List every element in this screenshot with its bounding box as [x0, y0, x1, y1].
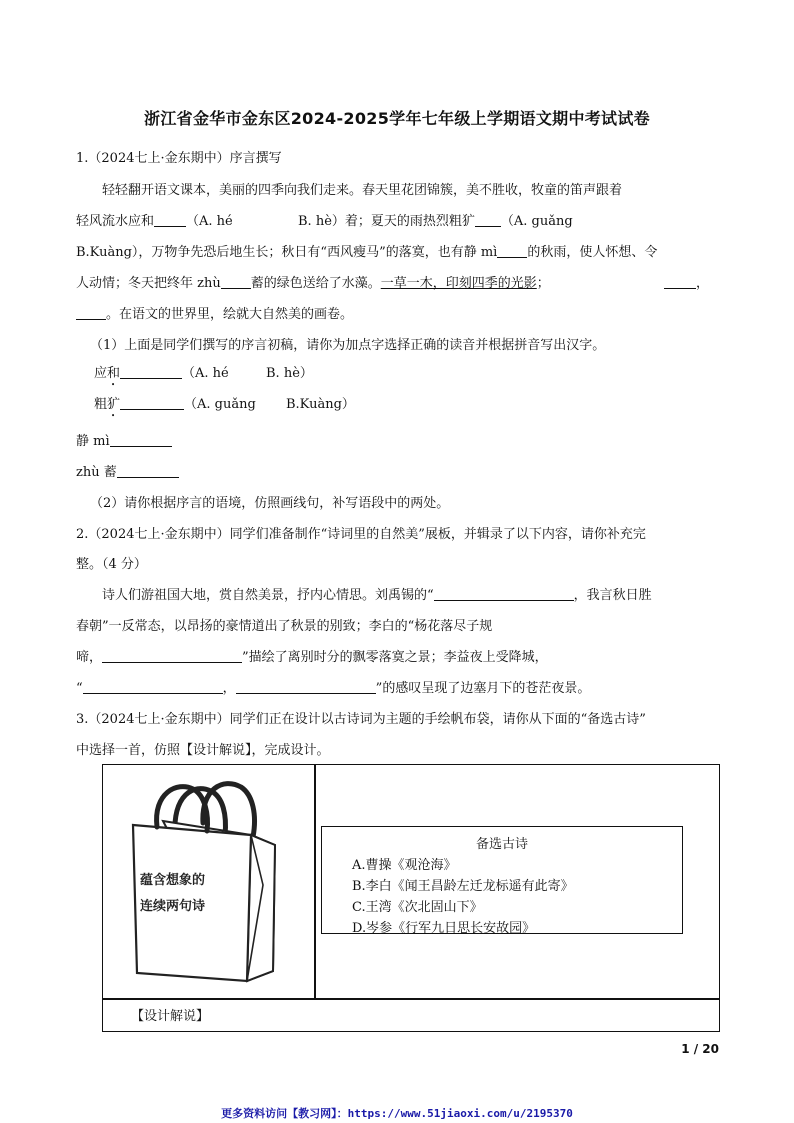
- poem-option-b[interactable]: B.李白《闻王昌龄左迁龙标遥有此寄》: [352, 879, 574, 894]
- exam-title: 浙江省金华市金东区2024-2025学年七年级上学期语文期中考试试卷: [144, 109, 650, 128]
- q1-answer-1: 应和 （A. hé: [94, 366, 229, 381]
- design-explanation-label: 【设计解说】: [131, 1009, 210, 1024]
- q2-line3: 啼， ”描绘了离别时分的飘零落寞之景；李益夜上受降城，: [76, 650, 548, 665]
- answer-blank[interactable]: [110, 432, 172, 447]
- q1-para-line4: 人动情；冬天把终年 zhù 蓄的绿色送给了水藻。一草一木，印刻四季的光影；: [76, 276, 550, 291]
- poems-header: 备选古诗: [475, 837, 528, 852]
- blank[interactable]: [76, 305, 106, 320]
- answer-blank[interactable]: [120, 395, 184, 410]
- answer-blank[interactable]: [102, 648, 242, 663]
- blank[interactable]: [154, 212, 186, 227]
- q2-header-line1: 2.（2024七上·金东期中）同学们准备制作“诗词里的自然美”展板，并辑录了以下内容，请你补充完: [76, 527, 646, 542]
- q1-para-line2: 轻风流水应和 （A. hé: [76, 214, 233, 229]
- q1-sub1: （1）上面是同学们撰写的序言初稿，请你为加点字选择正确的读音并根据拼音写出汉字。: [90, 338, 606, 353]
- q1-answer-2-b: B.Kuàng）: [286, 397, 355, 412]
- q3-header-line2: 中选择一首，仿照【设计解说】，完成设计。: [76, 743, 330, 758]
- q1-para-line3: B.Kuàng），万物争先恐后地生长；秋日有“西风瘦马”的落寞，也有静 mì 的秋雨，使人怀想、令: [76, 245, 658, 260]
- q1-header: 1.（2024七上·金东期中）序言撰写: [76, 151, 282, 166]
- q1-para-line2-b: B. hè）着；夏天的雨热烈粗犷 （A. guǎng: [298, 214, 573, 229]
- answer-blank[interactable]: [434, 586, 574, 601]
- blank[interactable]: [497, 243, 527, 258]
- table-divider-vertical: [314, 765, 316, 999]
- answer-blank[interactable]: [120, 364, 182, 379]
- q1-answer-1-b: B. hè）: [266, 366, 313, 381]
- poem-option-c[interactable]: C.王湾《次北固山下》: [352, 900, 483, 915]
- footer-link[interactable]: 更多资料访问【教习网】：https://www.51jiaoxi.com/u/2195370: [221, 1107, 573, 1120]
- table-divider-horizontal: [103, 998, 719, 1000]
- q2-line2: 春朝”一反常态，以昂扬的豪情道出了秋景的别致；李白的“杨花落尽子规: [76, 619, 493, 634]
- q1-answer-2: 粗犷 （A. guǎng: [94, 397, 256, 412]
- q1-answer-3: 静 mì: [76, 430, 172, 449]
- poem-option-a[interactable]: A.曹操《观沧海》: [352, 858, 457, 873]
- q1-para-line5: 。在语文的世界里，绘就大自然美的画卷。: [76, 303, 353, 322]
- candidate-poems-box: [321, 826, 683, 934]
- bag-text: 蕴含想象的 连续两句诗: [140, 873, 206, 914]
- poem-option-d[interactable]: D.岑参《行军九日思长安故园》: [352, 921, 536, 936]
- q2-line1: 诗人们游祖国大地，赏自然美景，抒内心情思。刘禹锡的“ ，我言秋日胜: [102, 588, 652, 603]
- answer-blank[interactable]: [83, 679, 223, 694]
- blank[interactable]: [664, 274, 696, 289]
- answer-blank[interactable]: [117, 463, 179, 478]
- blank[interactable]: [475, 212, 501, 227]
- q1-para-line4-end: ，: [664, 272, 709, 291]
- underlined-sentence: 一草一木，印刻四季的光影: [380, 276, 537, 291]
- q2-header-line2: 整。（4 分）: [76, 557, 147, 572]
- q1-answer-4: zhù 蓄: [76, 461, 179, 480]
- answer-blank[interactable]: [236, 679, 376, 694]
- q1-para-line1: 轻轻翻开语文课本，美丽的四季向我们走来。春天里花团锦簇，美不胜收，牧童的笛声跟着: [102, 183, 623, 198]
- page-number: 1 / 20: [681, 1042, 719, 1056]
- q1-sub2: （2）请你根据序言的语境，仿照画线句，补写语段中的两处。: [90, 496, 450, 511]
- blank[interactable]: [221, 274, 251, 289]
- q3-header-line1: 3.（2024七上·金东期中）同学们正在设计以古诗词为主题的手绘帆布袋，请你从下面的“备选古诗”: [76, 712, 646, 727]
- q2-line4: “ ， ”的感叹呈现了边塞月下的苍茫夜景。: [76, 681, 591, 696]
- design-table: [102, 764, 720, 1032]
